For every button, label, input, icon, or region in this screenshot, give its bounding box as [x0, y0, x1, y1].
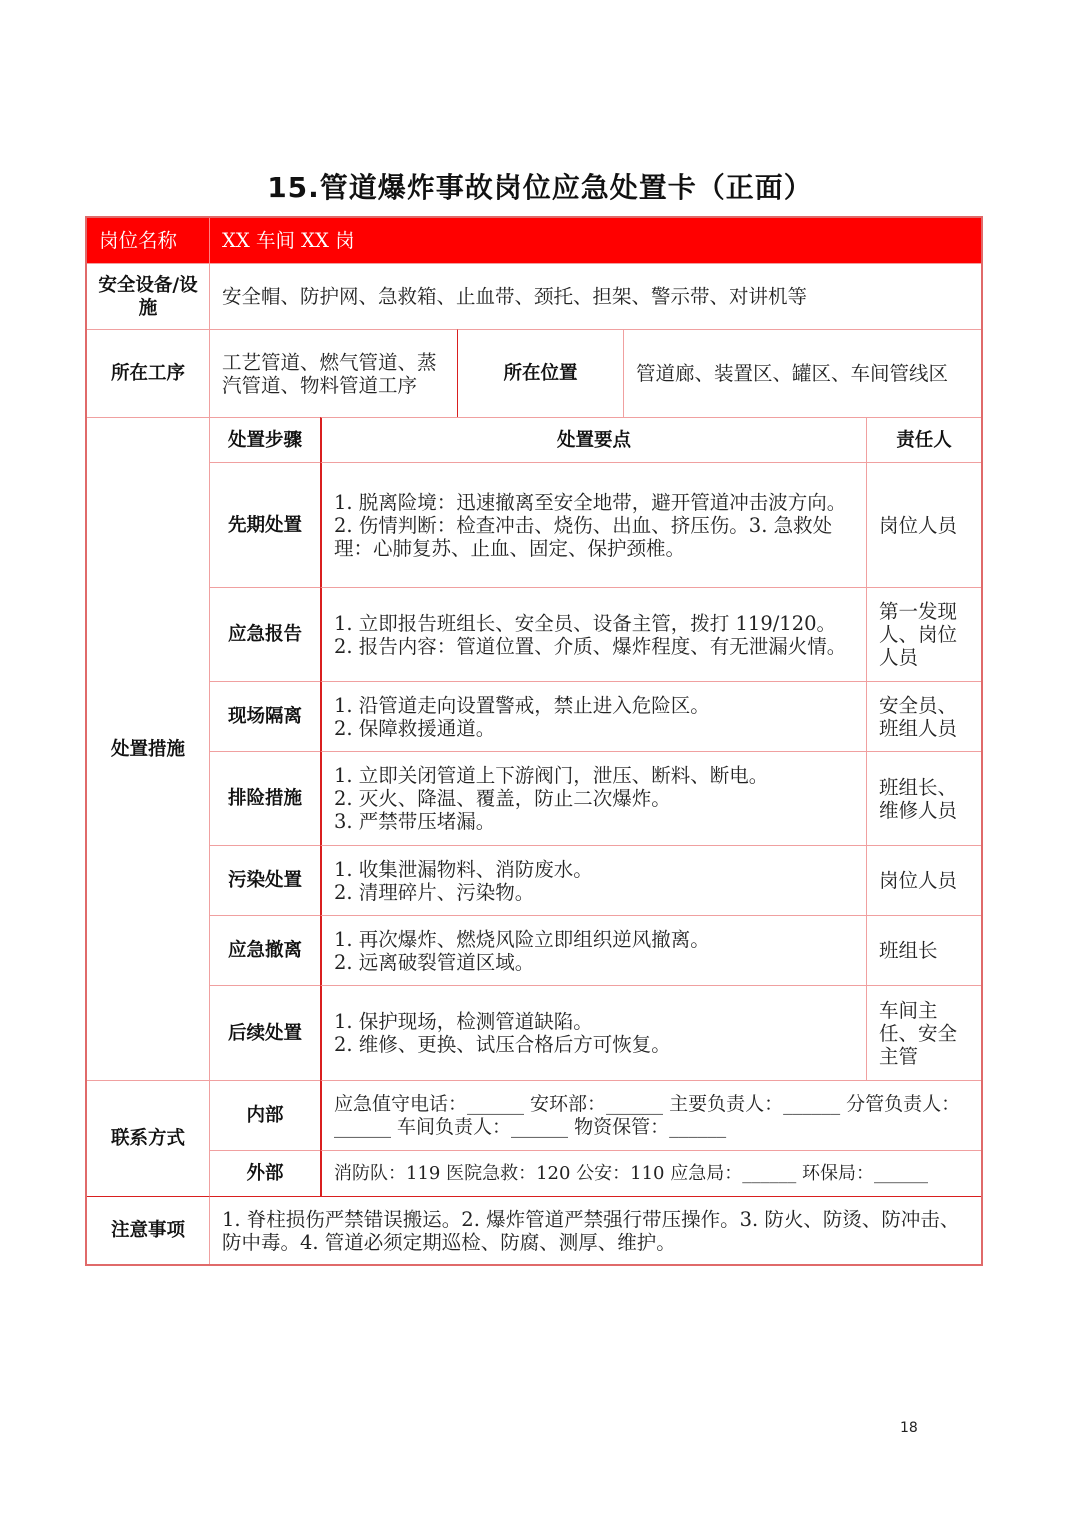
- measures-label: 处置措施: [87, 417, 209, 1080]
- step-person: 岗位人员: [866, 845, 981, 915]
- step-person: 岗位人员: [866, 462, 981, 587]
- safety-value: 安全帽、防护网、急救箱、止血带、颈托、担架、警示带、对讲机等: [209, 263, 981, 329]
- step-points: 1. 沿管道走向设置警戒，禁止进入危险区。 2. 保障救援通道。: [320, 681, 866, 751]
- process-value: 工艺管道、燃气管道、蒸汽管道、物料管道工序: [209, 329, 457, 417]
- contact-external-value: 消防队：119 医院急救：120 公安：110 应急局：______ 环保局：______: [320, 1150, 981, 1196]
- contact-internal-label: 内部: [209, 1080, 320, 1150]
- step-person: 班组长、维修人员: [866, 751, 981, 845]
- post-value: XX 车间 XX 岗: [209, 218, 981, 263]
- post-label: 岗位名称: [87, 218, 209, 263]
- contact-internal-value: 应急值守电话：______ 安环部：______ 主要负责人：______ 分管负责人：______ 车间负责人：______ 物资保管：______: [320, 1080, 981, 1150]
- step-person: 车间主任、安全主管: [866, 985, 981, 1080]
- contact-external-label: 外部: [209, 1150, 320, 1196]
- page-title: 15.管道爆炸事故岗位应急处置卡（正面）: [267, 171, 813, 204]
- process-label: 所在工序: [87, 329, 209, 417]
- step-label: 现场隔离: [209, 681, 320, 751]
- safety-label: 安全设备/设施: [87, 263, 209, 329]
- step-label: 应急报告: [209, 587, 320, 681]
- step-label: 后续处置: [209, 985, 320, 1080]
- step-label: 先期处置: [209, 462, 320, 587]
- notes-value: 1. 脊柱损伤严禁错误搬运。2. 爆炸管道严禁强行带压操作。3. 防火、防烫、防冲击、防中毒。4. 管道必须定期巡检、防腐、测厚、维护。: [209, 1196, 981, 1264]
- step-points: 1. 保护现场，检测管道缺陷。 2. 维修、更换、试压合格后方可恢复。: [320, 985, 866, 1080]
- location-value: 管道廊、装置区、罐区、车间管线区: [624, 329, 981, 417]
- step-points: 1. 立即关闭管道上下游阀门，泄压、断料、断电。 2. 灭火、降温、覆盖，防止二次爆炸。 3. 严禁带压堵漏。: [320, 751, 866, 845]
- step-points: 1. 再次爆炸、燃烧风险立即组织逆风撤离。 2. 远离破裂管道区域。: [320, 915, 866, 985]
- measures-header-person: 责任人: [866, 417, 981, 462]
- measures-header-step: 处置步骤: [209, 417, 320, 462]
- emergency-card-table: [85, 216, 983, 1266]
- notes-label: 注意事项: [87, 1196, 209, 1264]
- step-points: 1. 立即报告班组长、安全员、设备主管，拨打 119/120。 2. 报告内容：管道位置、介质、爆炸程度、有无泄漏火情。: [320, 587, 866, 681]
- step-person: 安全员、班组人员: [866, 681, 981, 751]
- step-label: 排险措施: [209, 751, 320, 845]
- contact-label: 联系方式: [87, 1080, 209, 1196]
- step-label: 污染处置: [209, 845, 320, 915]
- step-person: 班组长: [866, 915, 981, 985]
- measures-header-points: 处置要点: [320, 417, 866, 462]
- step-label: 应急撤离: [209, 915, 320, 985]
- location-label: 所在位置: [457, 329, 624, 417]
- step-person: 第一发现人、岗位人员: [866, 587, 981, 681]
- page-number: 18: [900, 1420, 918, 1436]
- step-points: 1. 收集泄漏物料、消防废水。 2. 清理碎片、污染物。: [320, 845, 866, 915]
- step-points: 1. 脱离险境：迅速撤离至安全地带，避开管道冲击波方向。 2. 伤情判断：检查冲击、烧伤、出血、挤压伤。3. 急救处理：心肺复苏、止血、固定、保护颈椎。: [320, 462, 866, 587]
